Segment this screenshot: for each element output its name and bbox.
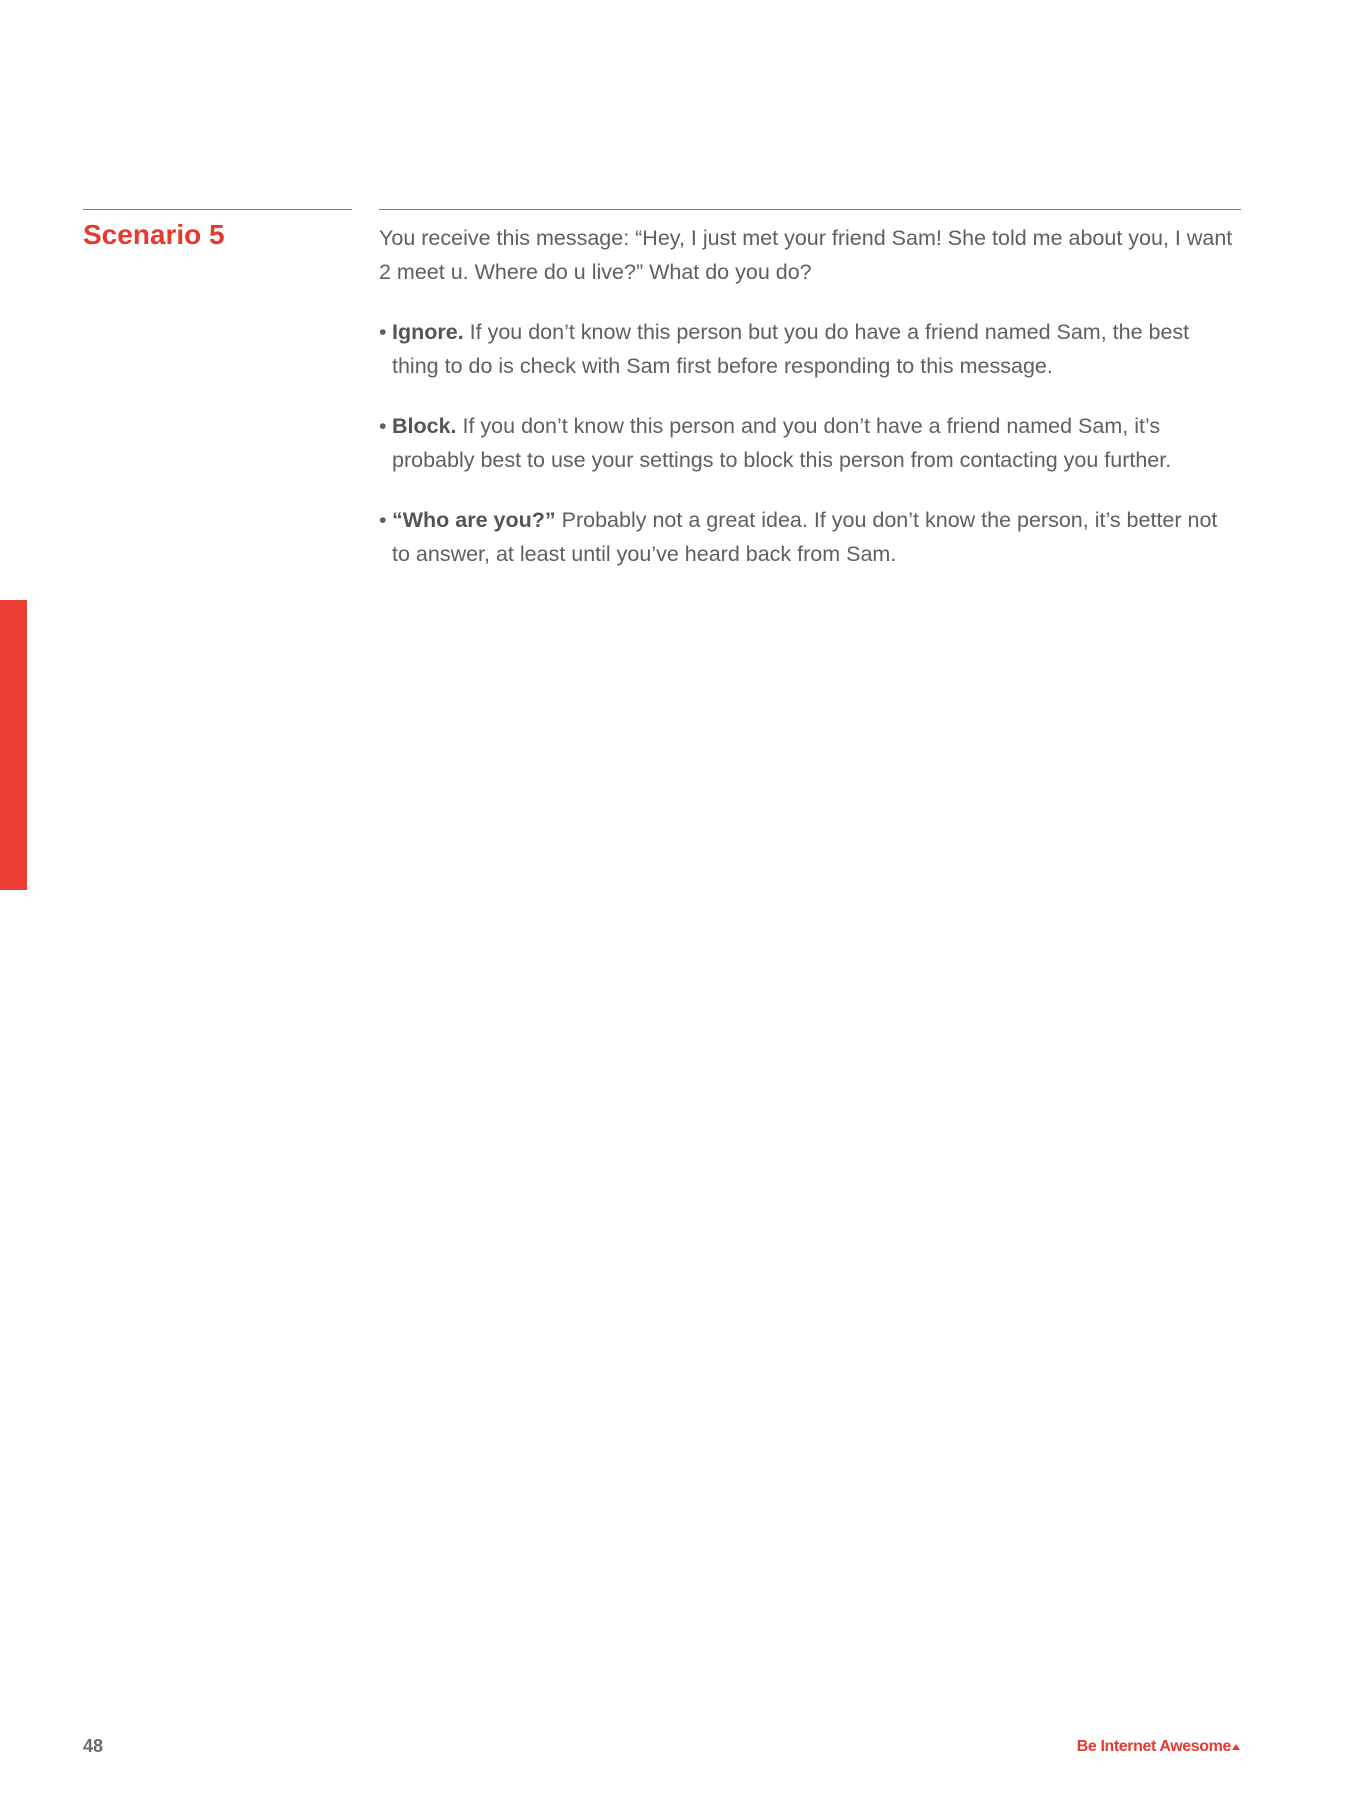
page-number: 48 — [83, 1736, 104, 1756]
option-heading: “Who are you?” — [392, 508, 556, 532]
option-block — [379, 410, 1239, 477]
scenario-intro: You receive this message: “Hey, I just met your friend Sam! She told me about you, I want 2 meet u. Where do u live?” What do you do? — [379, 226, 1233, 284]
option-text: If you don’t know this person and you don’t have a friend named Sam, it’s probably best to use your settings to block this person from contacting you further. — [392, 414, 1172, 472]
option-who-are-you — [379, 504, 1239, 571]
option-text: If you don’t know this person but you do have a friend named Sam, the best thing to do is check with Sam first before responding to this message. — [392, 320, 1190, 378]
brand-name: Be Internet Awesome — [1076, 1738, 1231, 1755]
bullet-icon: • — [379, 320, 387, 344]
bullet-icon: • — [379, 414, 387, 438]
side-tab-marker — [0, 600, 27, 890]
option-heading: Block. — [392, 414, 457, 438]
scenario-title: Scenario 5 — [83, 219, 225, 250]
brand-triangle-icon — [1232, 1744, 1240, 1750]
option-ignore — [379, 316, 1239, 383]
response-options — [379, 316, 1239, 571]
bullet-icon: • — [379, 508, 387, 532]
scenario-content — [379, 222, 1239, 598]
option-heading: Ignore. — [392, 320, 464, 344]
option-text: Probably not a great idea. If you don’t know the person, it’s better not to answer, at least until you’ve heard back from Sam. — [392, 508, 1218, 566]
brand-logo — [1065, 1737, 1240, 1757]
content-divider — [379, 209, 1241, 210]
title-divider — [83, 209, 352, 210]
